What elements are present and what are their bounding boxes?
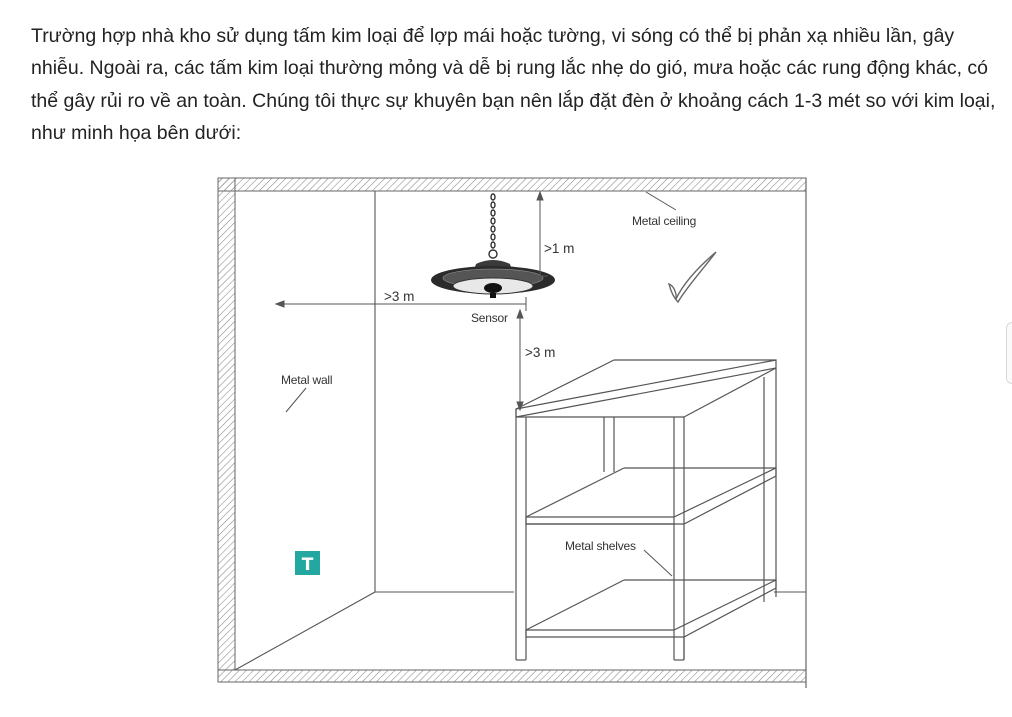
svg-text:T: T [301,555,314,575]
metal-ceiling-label: Metal ceiling [632,214,697,228]
wall-distance-label: >3 m [384,289,415,304]
room-perspective-lines [235,191,806,670]
sensor-label: Sensor [471,311,508,325]
metal-wall-label: Metal wall [281,373,333,387]
metal-shelves-drawing [516,360,776,660]
floor-hatch [218,670,806,682]
side-scroll-handle[interactable] [1006,322,1012,384]
installation-diagram [214,172,810,692]
left-wall-hatch [218,178,235,670]
watermark-logo [295,551,320,575]
metal-shelves-label: Metal shelves [565,539,636,553]
ceiling-distance-label: >1 m [544,241,575,256]
hanging-chain [489,194,497,258]
ceiling-hatch [218,178,806,191]
label-pointers [286,192,676,576]
approved-checkmark-icon [669,252,716,302]
warehouse-room-drawing [214,172,810,692]
article-paragraph: Trường hợp nhà kho sử dụng tấm kim loại để lợp mái hoặc tường, vi sóng có thể bị phản xạ nhiều lần, gây nhiễu. Ngoài ra, các tấm kim loại thường mỏng và dễ bị rung lắc nhẹ do gió, mưa hoặc các rung động khác, có thể gây rủi ro về an toàn. Chúng tôi thực sự khuyên bạn nên lắp đặt đèn ở khoảng cách 1-3 mét so với kim loại, như minh họa bên dưới: [31,25,996,144]
highbay-lamp-drawing [431,260,555,298]
shelf-distance-label: >3 m [525,345,556,360]
